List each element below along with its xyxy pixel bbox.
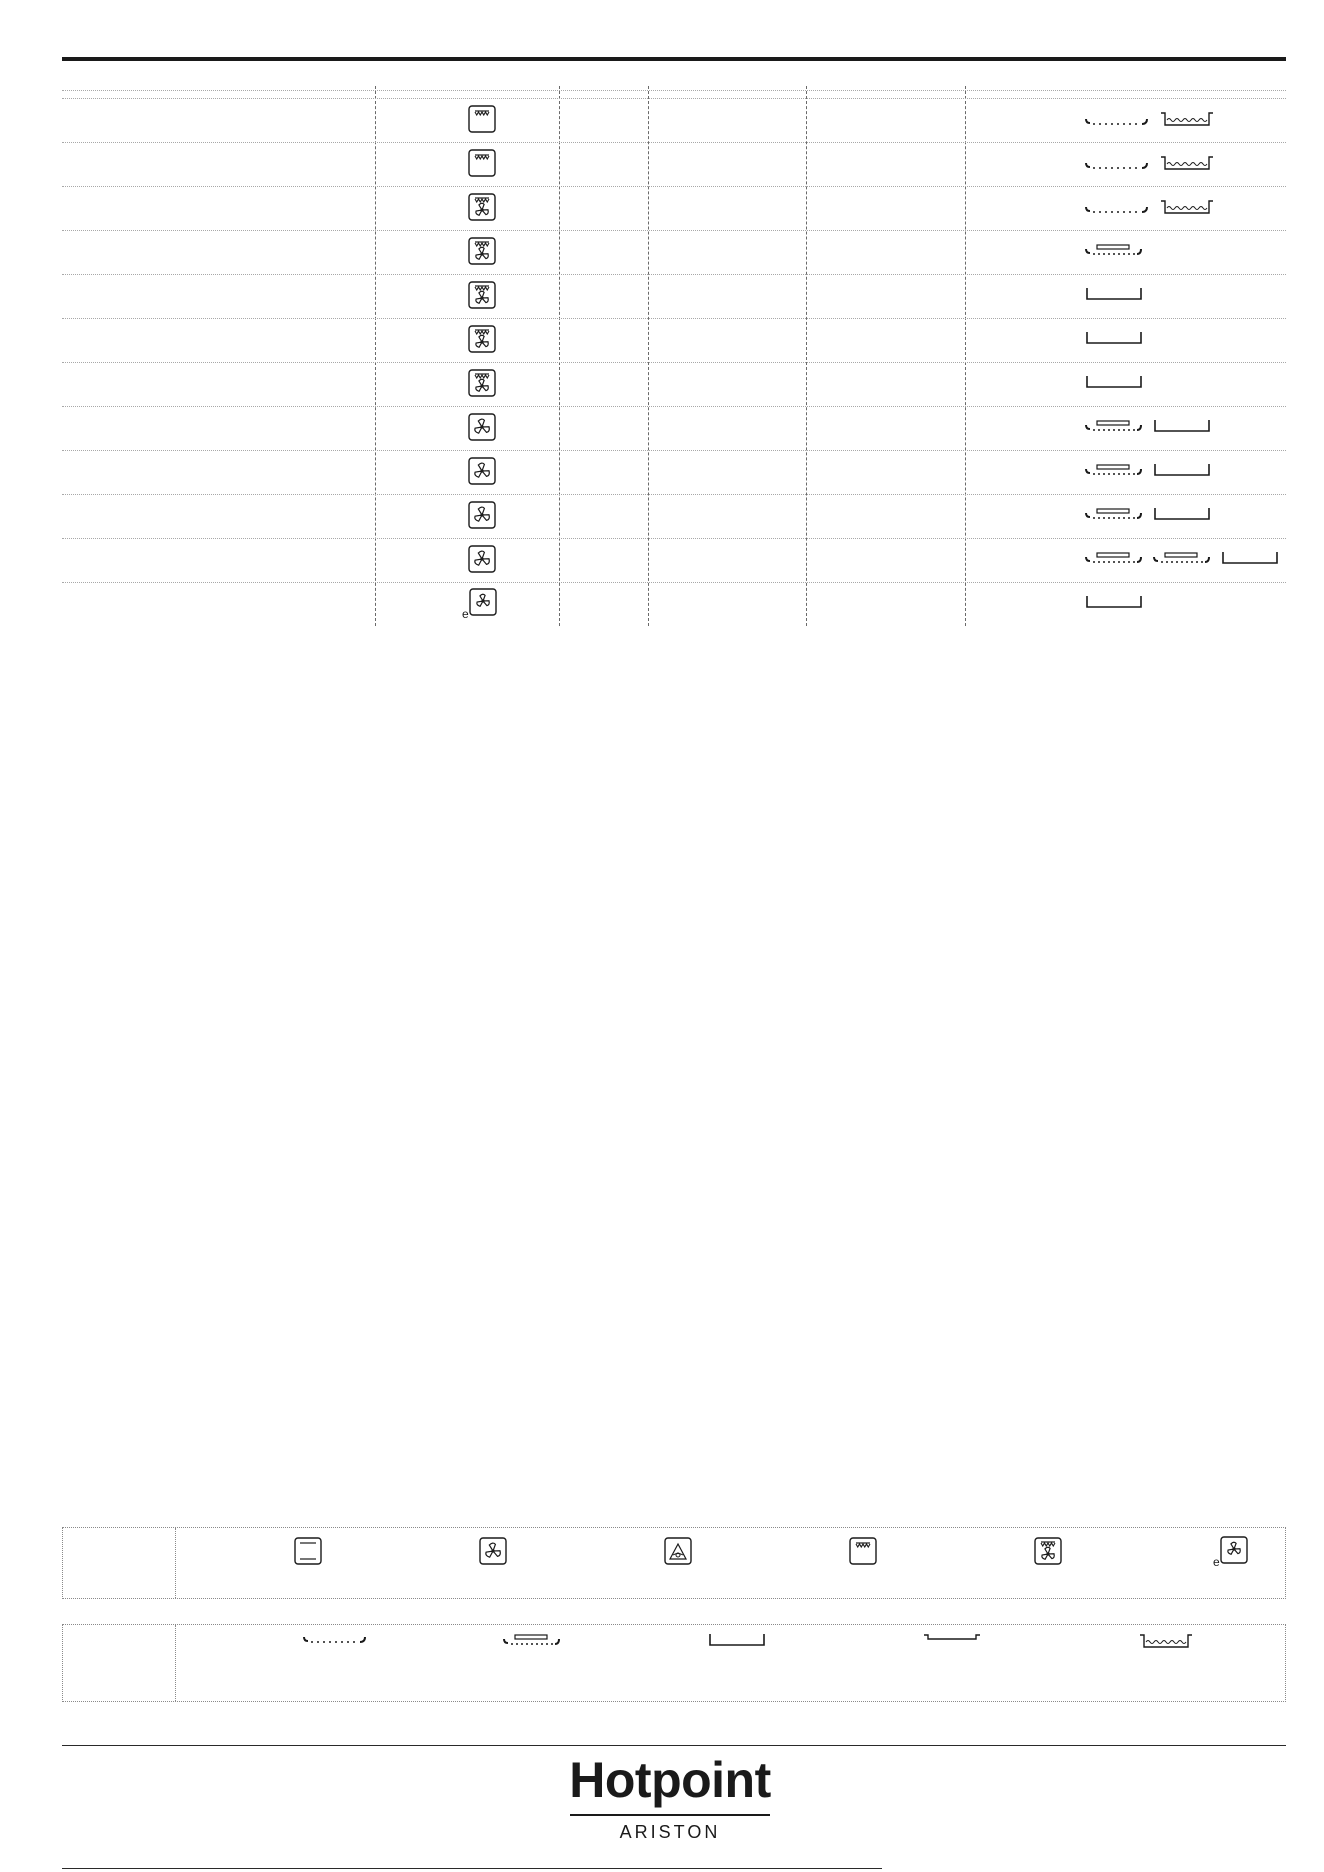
table-row <box>62 582 1286 626</box>
table-row <box>62 274 1286 318</box>
grill-fan-icon <box>467 192 497 222</box>
logo-main-text: Hotpoint <box>569 1752 771 1808</box>
rack-on-tray-icon <box>1085 462 1143 478</box>
functions-legend <box>62 1527 1286 1599</box>
wire-shelf-icon <box>303 1632 367 1646</box>
fan-icon <box>467 412 497 442</box>
svg-text:e: e <box>462 607 469 620</box>
drip-tray-icon <box>1159 198 1215 216</box>
grill-fan-icon <box>467 280 497 310</box>
wire-shelf-icon <box>1085 158 1149 172</box>
accessories-cell <box>1085 506 1211 522</box>
baking-tray-icon <box>1085 374 1143 390</box>
accessories-cell <box>1085 154 1215 172</box>
accessories-legend <box>62 1624 1286 1702</box>
baking-tray-icon <box>1153 506 1211 522</box>
accessories-cell <box>1085 242 1143 258</box>
row-separator <box>62 186 1286 187</box>
accessories-cell <box>1085 198 1215 216</box>
logo-sub-text: ARISTON <box>619 1822 721 1842</box>
drip-tray-icon <box>1138 1632 1194 1650</box>
rack-on-tray-icon <box>1085 418 1143 434</box>
fan-icon <box>478 1536 508 1566</box>
table-row <box>62 362 1286 406</box>
eco-fan-icon <box>462 588 498 620</box>
accessories-cell <box>1085 462 1211 478</box>
row-separator <box>62 362 1286 363</box>
grill-fan-icon <box>467 368 497 398</box>
footer-rule <box>62 1868 882 1869</box>
grill-icon <box>848 1536 878 1566</box>
legend-divider <box>175 1625 176 1701</box>
bottom-rule <box>62 1745 1286 1746</box>
brand-logo <box>565 1752 775 1842</box>
row-separator <box>62 142 1286 143</box>
row-separator <box>62 450 1286 451</box>
baking-tray-icon <box>1085 330 1143 346</box>
table-row <box>62 318 1286 362</box>
row-separator <box>62 406 1286 407</box>
shallow-tray-icon <box>923 1632 981 1644</box>
baking-tray-icon <box>1085 286 1143 302</box>
pizza-icon <box>663 1536 693 1566</box>
table-row <box>62 538 1286 582</box>
row-separator <box>62 538 1286 539</box>
fan-icon <box>467 500 497 530</box>
conventional-top-bottom-icon <box>467 148 497 178</box>
table-row <box>62 450 1286 494</box>
row-separator <box>62 318 1286 319</box>
accessories-cell <box>1085 418 1211 434</box>
table-header-line <box>62 90 1286 91</box>
conventional-top-bottom-icon <box>467 104 497 134</box>
wire-shelf-icon <box>1085 114 1149 128</box>
table-row <box>62 142 1286 186</box>
table-row <box>62 230 1286 274</box>
row-separator <box>62 274 1286 275</box>
svg-text:e: e <box>1213 1555 1220 1568</box>
rack-on-tray-icon <box>503 1632 561 1648</box>
accessories-cell <box>1085 374 1143 390</box>
table-row <box>62 98 1286 142</box>
drip-tray-icon <box>1159 110 1215 128</box>
legend-divider <box>175 1528 176 1598</box>
conventional-icon <box>293 1536 323 1566</box>
rack-on-tray-icon <box>1085 242 1143 258</box>
fan-icon <box>467 456 497 486</box>
eco-fan-icon <box>1213 1536 1249 1568</box>
row-separator <box>62 582 1286 583</box>
cooking-table <box>62 90 1286 626</box>
logo-rule <box>570 1814 770 1816</box>
baking-tray-icon <box>708 1632 766 1648</box>
wire-shelf-icon <box>1085 202 1149 216</box>
rack-on-tray-icon <box>1153 550 1211 566</box>
baking-tray-icon <box>1153 418 1211 434</box>
top-rule <box>62 57 1286 61</box>
table-row <box>62 186 1286 230</box>
baking-tray-icon <box>1085 594 1143 610</box>
accessories-cell <box>1085 594 1143 610</box>
table-row <box>62 406 1286 450</box>
grill-fan-icon <box>467 324 497 354</box>
row-separator <box>62 98 1286 99</box>
grill-fan-icon <box>1033 1536 1063 1566</box>
baking-tray-icon <box>1153 462 1211 478</box>
drip-tray-icon <box>1159 154 1215 172</box>
row-separator <box>62 230 1286 231</box>
fan-icon <box>467 544 497 574</box>
row-separator <box>62 494 1286 495</box>
accessories-cell <box>1085 550 1279 566</box>
baking-tray-icon <box>1221 550 1279 566</box>
accessories-cell <box>1085 110 1215 128</box>
rack-on-tray-icon <box>1085 550 1143 566</box>
grill-fan-icon <box>467 236 497 266</box>
accessories-cell <box>1085 330 1143 346</box>
table-row <box>62 494 1286 538</box>
rack-on-tray-icon <box>1085 506 1143 522</box>
accessories-cell <box>1085 286 1143 302</box>
